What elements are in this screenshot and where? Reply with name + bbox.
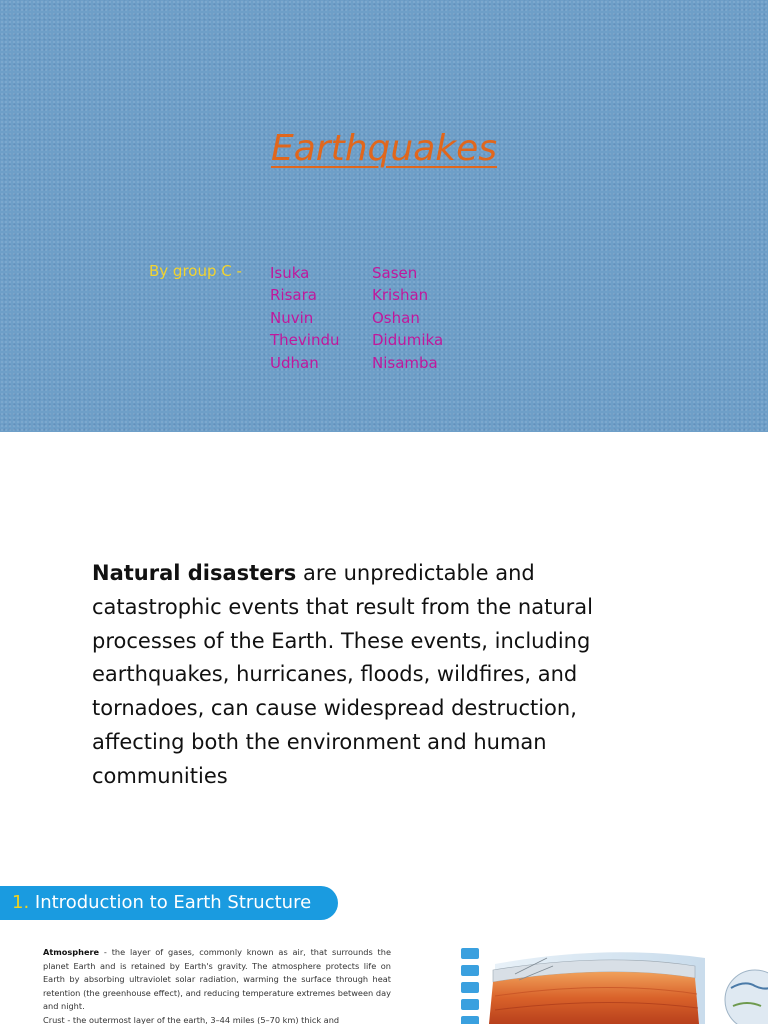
member-name: Didumika xyxy=(372,331,444,350)
member-name: Nuvin xyxy=(270,308,314,327)
atmosphere-term: Atmosphere xyxy=(43,947,100,957)
earth-cross-section-icon xyxy=(455,944,768,1024)
definition-text: are unpredictable and catastrophic events that result from the natural processes of the Earth. These events, including earthquakes, hurricanes, floods, wildfires, and tornadoes, can cause widespread destruction, affecting both the environment and human communities xyxy=(92,561,593,788)
member-name: Thevindu xyxy=(270,331,340,350)
member-name: Krishan xyxy=(372,286,429,305)
globe-icon xyxy=(725,970,768,1024)
member-name: Sasen xyxy=(372,264,418,282)
slide-title: Earthquakes xyxy=(270,128,498,169)
banner-text: Introduction to Earth Structure xyxy=(29,892,312,913)
member-name: Isuka xyxy=(270,264,310,282)
atmosphere-text: - the layer of gases, commonly known as air, that surrounds the planet Earth and is retained by Earth's gravity. The atmosphere protects life on Earth by absorbing ultraviolet solar radiation, warming the surface through heat retention (the greenhouse effect), and reducing temperature extremes between day and night. xyxy=(43,947,391,1011)
atmosphere-description xyxy=(43,946,391,1024)
by-group-label: By group C - xyxy=(149,262,242,280)
definition-term: Natural disasters xyxy=(92,561,297,585)
member-name: Oshan xyxy=(372,308,420,327)
member-name: Nisamba xyxy=(372,353,438,372)
member-name: Udhan xyxy=(270,353,319,372)
title-slide xyxy=(0,0,768,432)
definition-slide xyxy=(0,432,768,864)
crust-text: Crust - the outermost layer of the earth, 3–44 miles (5–70 km) thick and xyxy=(43,1014,340,1024)
earth-structure-slide xyxy=(0,864,768,1024)
members-column-1 xyxy=(270,262,339,374)
definition-paragraph xyxy=(92,557,652,794)
banner-number: 1. xyxy=(12,892,30,913)
earth-layers-graphic xyxy=(455,944,768,1024)
section-banner xyxy=(0,886,338,920)
members-column-2 xyxy=(372,262,443,374)
member-name: Risara xyxy=(270,286,317,305)
